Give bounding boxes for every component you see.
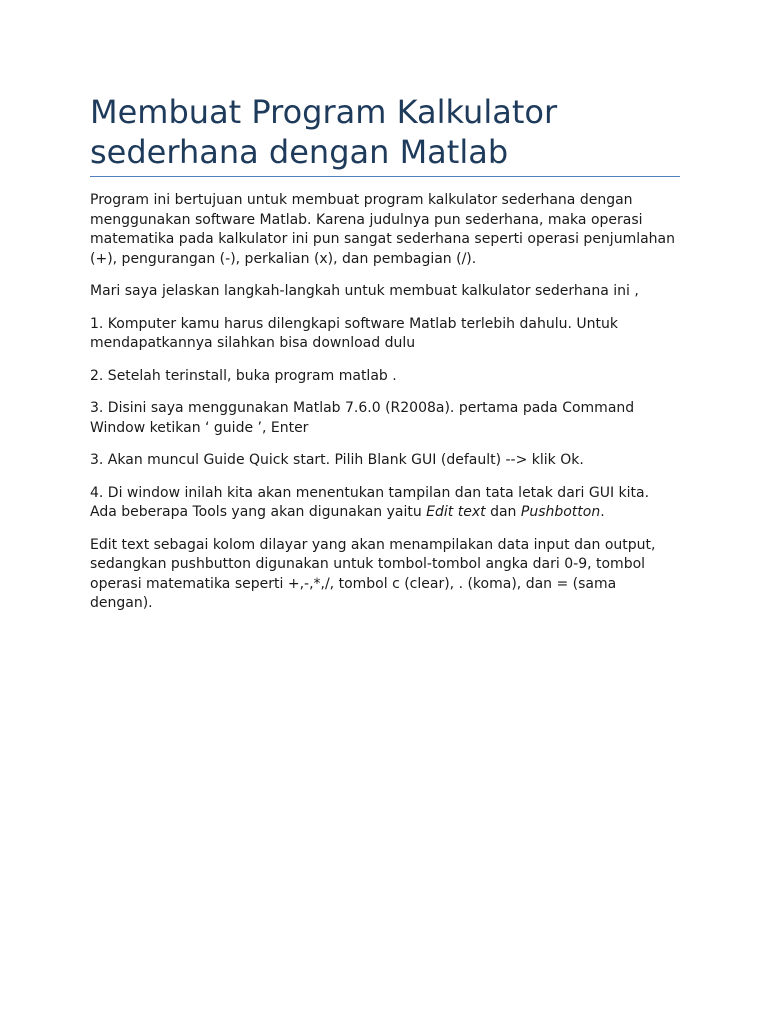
paragraph-step-3b: 3. Akan muncul Guide Quick start. Pilih Blank GUI (default) --> klik Ok. bbox=[90, 452, 584, 468]
paragraph-step-3a: 3. Disini saya menggunakan Matlab 7.6.0 (R2008a). pertama pada Command Window ketikan ‘ guide ’, Enter bbox=[90, 400, 635, 436]
paragraph-edit-text-explanation: Edit text sebagai kolom dilayar yang akan menampilakan data input dan output, sedangkan pushbutton digunakan untuk tombol-tombol angka dari 0-9, tombol operasi matematika seperti +,-,*,/, tombol c (clear), . (koma), dan = (sama dengan). bbox=[90, 536, 656, 611]
step-4-text-mid: dan bbox=[485, 504, 521, 520]
document-title bbox=[90, 92, 680, 176]
title-line-2: sederhana dengan Matlab bbox=[90, 133, 509, 171]
paragraph-step-4 bbox=[90, 484, 680, 523]
paragraph-intro: Program ini bertujuan untuk membuat program kalkulator sederhana dengan menggunakan software Matlab. Karena judulnya pun sederhana, maka operasi matematika pada kalkulator ini pun sangat sederhana seperti operasi penjumlahan (+), pengurangan (-), perkalian (x), dan pembagian (/). bbox=[90, 192, 675, 267]
step-4-pushbotton: Pushbotton bbox=[520, 504, 601, 520]
step-4-text-after: . bbox=[600, 504, 605, 520]
step-4-text-before: 4. Di window inilah kita akan menentukan tampilan dan tata letak dari GUI kita. Ada beberapa Tools yang akan digunakan yaitu bbox=[90, 484, 650, 520]
paragraph-steps-intro: Mari saya jelaskan langkah-langkah untuk membuat kalkulator sederhana ini , bbox=[90, 283, 639, 299]
title-underline bbox=[90, 176, 680, 177]
title-line-1: Membuat Program Kalkulator bbox=[90, 93, 558, 131]
paragraph-step-1: 1. Komputer kamu harus dilengkapi software Matlab terlebih dahulu. Untuk mendapatkannya silahkan bisa download dulu bbox=[90, 315, 618, 351]
document-page bbox=[90, 92, 680, 627]
step-4-edit-text: Edit text bbox=[426, 504, 486, 520]
paragraph-step-2: 2. Setelah terinstall, buka program matlab . bbox=[90, 367, 397, 384]
